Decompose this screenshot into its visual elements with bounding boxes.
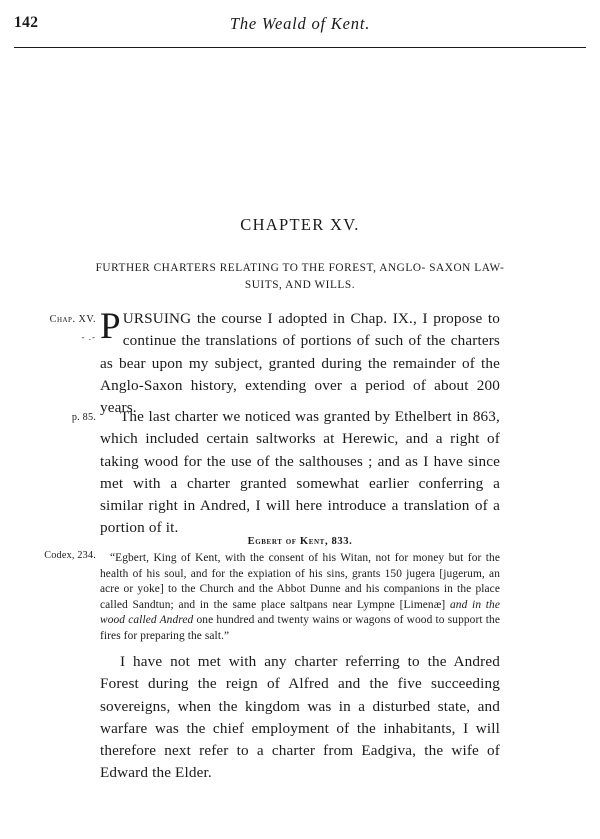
page-number: 142 <box>14 14 39 31</box>
chapter-subtitle-line1: FURTHER CHARTERS RELATING TO THE FOREST, ANGLO- <box>95 262 426 274</box>
chapter-subtitle-line2: SAXON LAW-SUITS, AND WILLS. <box>244 262 505 291</box>
paragraph-2: The last charter we noticed was granted by Ethelbert in 863, which included certain saltworks at Herewic, and a right of taking wood for the use of the salthouses ; and as I have since met with a charter granted somewhat earlier conferring a similar right in Andred, I will here introduce a translation of a portion of it. <box>100 408 500 537</box>
header-rule <box>14 47 586 48</box>
paragraph-1 <box>100 308 500 419</box>
running-head <box>0 14 600 38</box>
chapter-title: CHAPTER XV. <box>240 215 360 234</box>
chapter-subtitle <box>92 260 508 294</box>
quotation-block <box>100 551 500 645</box>
quotation-heading: Egbert of Kent, 833. <box>247 536 353 547</box>
quotation-text-part2: one hundred and twenty wains or wagons of wood to support the fires for preparing the salt.” <box>100 614 500 642</box>
running-title: The Weald of Kent. <box>229 14 371 33</box>
margin-note-page-ref: p. 85. <box>71 412 96 423</box>
quotation-text-italic: and in the wood called Andred <box>100 598 501 627</box>
margin-note-codex-ref: Codex, 234. <box>44 550 96 561</box>
margin-note-chapter: Chap. XV. <box>49 314 96 325</box>
drop-cap: P <box>100 306 121 347</box>
paragraph-3: I have not met with any charter referring to the Andred Forest during the reign of Alfred and the five succeeding sovereigns, when the kingdom was in a disturbed state, and warfare was the chief employment of the inhabitants, I will therefore next refer to a charter from Eadgiva, the wife of Edward the Elder. <box>100 653 500 782</box>
paragraph-1-text: URSUING the course I adopted in Chap. IX., I propose to continue the translations of portions of such of the charters as bear upon my subject, granted during the remainder of the Anglo-Saxon history, extending over a period of about 200 years. <box>100 310 500 417</box>
quotation-text-part1: “Egbert, King of Kent, with the consent of his Witan, not for money but for the health of his soul, and for the expiation of his sins, grants 150 jugera [jugerum, an acre or yoke] to the Church and the Abbot Dunne and his companions in the place called Sandtun; and in the same place saltpans near Lympne [Limenæ] <box>100 552 500 611</box>
margin-note-dash: - .- <box>81 332 96 342</box>
